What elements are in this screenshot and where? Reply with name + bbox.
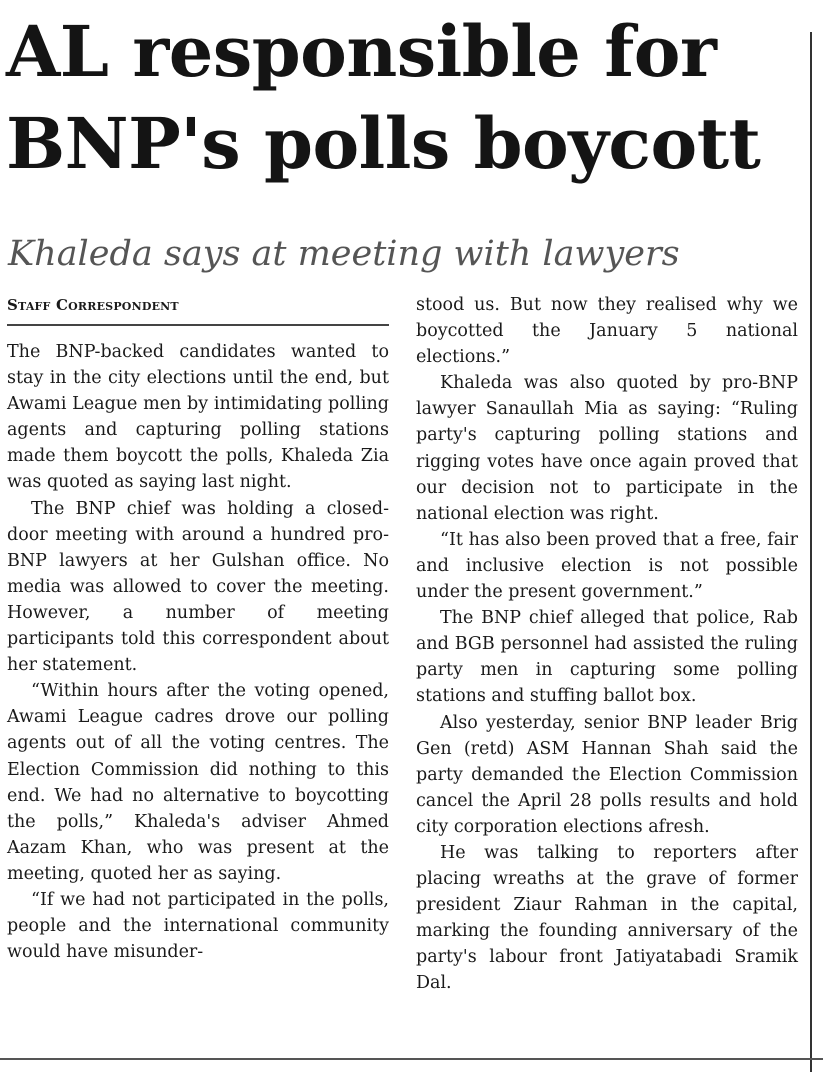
bottom-rule [0, 1058, 823, 1060]
paragraph: The BNP chief alleged that police, Rab and BGB personnel had assisted the ruling party men in capturing some polling stations and stuffing ballot box. [416, 608, 798, 707]
byline-rule [7, 324, 389, 326]
paragraph: The BNP chief was holding a closed-door meeting with around a hundred pro-BNP lawyers at her Gulshan office. No media was allowed to cover the meeting. However, a number of meeting participants told this correspondent about her statement. [7, 498, 389, 676]
paragraph: stood us. But now they realised why we boycotted the January 5 national elections.” [416, 295, 798, 368]
headline-line-1: AL responsible for [6, 10, 717, 93]
column-divider-right [810, 32, 812, 1072]
article-subheadline: Khaleda says at meeting with lawyers [8, 234, 680, 274]
paragraph: “Within hours after the voting opened, Awami League cadres drove our polling agents out of all the voting centres. The Election Commission did nothing to this end. We had no alternative to boycotting the polls,” Khaleda's adviser Ahmed Aazam Khan, who was present at the meeting, quoted her as saying. [7, 681, 389, 884]
paragraph: “It has also been proved that a free, fair and inclusive election is not possible under the present government.” [416, 529, 798, 603]
article-column-right [416, 292, 798, 997]
paragraph: He was talking to reporters after placing wreaths at the grave of former president Ziaur Rahman in the capital, marking the founding anniversary of the party's labour front Jatiyatabadi Sramik Dal. [416, 842, 798, 994]
article-headline [6, 6, 806, 190]
paragraph: Khaleda was also quoted by pro-BNP lawyer Sanaullah Mia as saying: “Ruling party's capturing polling stations and rigging votes have once again proved that our decision not to participate in the national election was right. [416, 373, 798, 524]
headline-line-2: BNP's polls boycott [6, 102, 761, 185]
paragraph: The BNP-backed candidates wanted to stay in the city elections until the end, but Awami League men by intimidating polling agents and capturing polling stations made them boycott the polls, Khaleda Zia was quoted as saying last night. [7, 342, 389, 493]
paragraph: “If we had not participated in the polls, people and the international community would have misunder- [7, 889, 389, 963]
article-column-left [7, 292, 389, 965]
byline: Staff Correspondent [7, 296, 179, 314]
paragraph: Also yesterday, senior BNP leader Brig Gen (retd) ASM Hannan Shah said the party demanded the Election Commission cancel the April 28 polls results and hold city corporation elections afresh. [416, 712, 798, 837]
